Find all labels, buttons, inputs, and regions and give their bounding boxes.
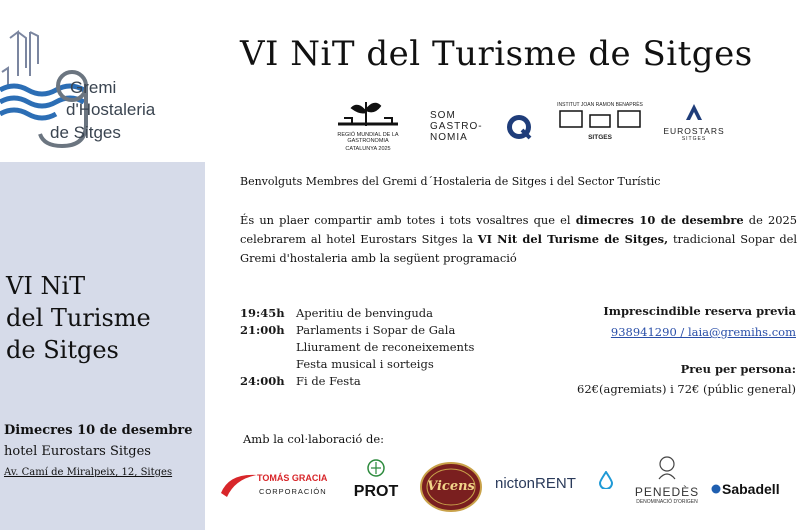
program-desc: Parlaments i Sopar de Gala [296, 323, 456, 337]
institut-city: SITGES [588, 134, 612, 141]
intro-part-1: És un plaer compartir amb totes i tots vosaltres que el [240, 213, 576, 227]
intro-paragraph [240, 211, 797, 268]
q-quality-icon [504, 112, 534, 146]
price-value: 62€(agremiats) i 72€ (públic general) [577, 382, 796, 396]
program-time: 19:45h [240, 306, 285, 320]
reservation-heading: Imprescindible reserva previa [603, 304, 796, 318]
sabadell-dot-icon [711, 484, 721, 494]
program-time: 24:00h [240, 374, 285, 388]
vicens-name: Vicens [427, 479, 475, 494]
sidebar-title-line-1: VI NiT [6, 272, 86, 300]
swoosh-icon [219, 469, 259, 499]
eurostars-emblem-icon [658, 102, 730, 122]
nicton-name: nictonRENT [495, 475, 576, 492]
program-time [240, 356, 296, 373]
price-heading: Preu per persona: [680, 362, 796, 376]
top-sponsor-logos [318, 98, 738, 150]
program-time [240, 339, 296, 356]
program-row [240, 373, 474, 390]
eurostars-city: SITGES [681, 136, 707, 142]
sidebar-hotel: hotel Eurostars Sitges [4, 444, 151, 459]
eurostars-logo [658, 102, 730, 142]
intro-date: dimecres 10 de desembre [575, 213, 744, 227]
eurostars-name: EUROSTARS [663, 126, 725, 136]
regio-gastronomia-logo [318, 98, 418, 150]
prot-name: PROT [353, 483, 399, 500]
sidebar-date: Dimecres 10 de desembre [4, 423, 193, 438]
program-desc: Festa musical i sorteigs [296, 357, 434, 371]
prot-emblem-icon [343, 457, 409, 479]
institut-name: INSTITUT JOAN RAMON BENAPRÈS [557, 102, 643, 108]
intro-part-2: de 2025 celebrarem al hotel Eurostars Sitges la [240, 213, 797, 246]
institut-emblem-icon [556, 108, 644, 130]
prot-logo [343, 457, 409, 501]
gremi-logo [0, 0, 205, 162]
plant-cutlery-icon [318, 98, 418, 128]
reservation-contact-link[interactable]: 938941290 / laia@gremihs.com [610, 325, 796, 339]
regio-line-1: REGIÓ MUNDIAL DE LA GASTRONOMIA [337, 132, 399, 144]
som-line-2: GASTRO- [430, 121, 483, 132]
penedes-sub: DENOMINACIÓ D'ORIGEN [636, 499, 698, 505]
program-row [240, 339, 474, 356]
penedes-name: PENEDÈS [634, 485, 700, 499]
page-title: VI NiT del Turisme de Sitges [240, 34, 753, 74]
sidebar-event-title [6, 270, 151, 366]
vicens-logo [419, 461, 483, 513]
program-row [240, 305, 474, 322]
program-list [240, 305, 474, 390]
intro-part-3: tradicional Sopar del Gremi d'hostaleria amb la següent programació [240, 232, 798, 265]
nicton-rent-logo [495, 473, 615, 492]
sidebar-title-line-3: de Sitges [6, 336, 119, 364]
logo-line-2: d'Hostaleria [66, 100, 156, 119]
greeting-text: Benvolguts Membres del Gremi d´Hostaleria de Sitges i del Sector Turístic [240, 175, 661, 188]
penedes-figure-icon [627, 455, 707, 481]
program-time: 21:00h [240, 323, 285, 337]
sidebar-title-line-2: del Turisme [6, 304, 151, 332]
logo-line-1: Gremi [70, 78, 117, 97]
program-desc: Aperitiu de benvinguda [296, 306, 433, 320]
sabadell-name: Sabadell [722, 481, 780, 497]
regio-line-2: CATALUNYA 2025 [345, 146, 391, 152]
intro-event-name: VI Nit del Turisme de Sitges, [477, 232, 669, 246]
program-desc: Lliurament de reconeixements [296, 340, 475, 354]
som-line-3: NOMIA [430, 132, 468, 143]
som-line-1: SOM [430, 110, 456, 121]
institut-logo [556, 102, 644, 141]
drop-icon [599, 471, 613, 489]
som-gastronomia-logo [430, 110, 483, 143]
program-desc: Fi de Festa [296, 374, 361, 388]
sidebar [0, 0, 205, 530]
tomas-line-1: TOMÁS GRACIA [257, 473, 328, 483]
program-row [240, 356, 474, 373]
sidebar-address: Av. Camí de Miralpeix, 12, Sitges [4, 467, 173, 478]
program-row [240, 322, 474, 339]
tomas-line-2: CORPORACIÓN [259, 487, 327, 496]
logo-line-3: de Sitges [50, 123, 121, 142]
bottom-sponsor-logos [215, 455, 806, 520]
penedes-logo [627, 455, 707, 505]
collaboration-label: Amb la col·laboració de: [243, 432, 385, 446]
